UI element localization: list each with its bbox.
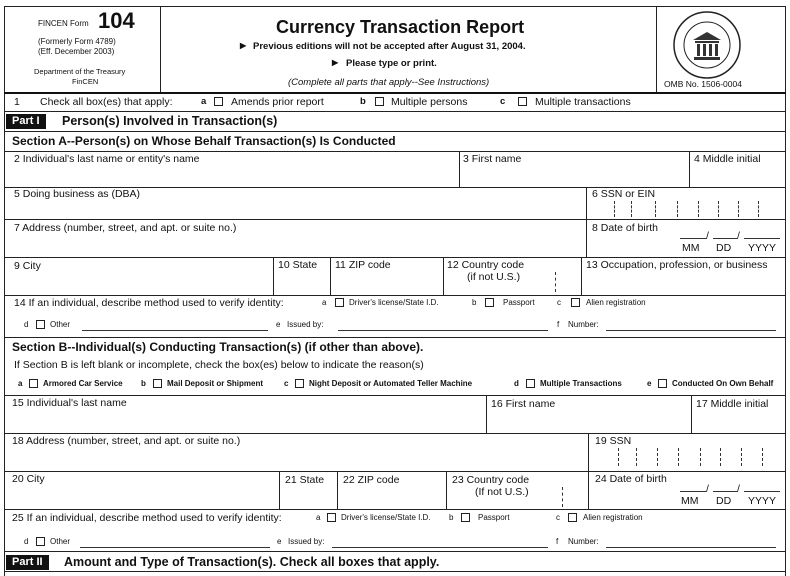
id-passport-label: Passport: [478, 513, 510, 522]
omb-number: OMB No. 1506-0004: [664, 79, 742, 89]
field-13-label: 13 Occupation, profession, or business: [586, 259, 768, 271]
id-letter: d: [24, 320, 29, 329]
field-8-label: 8 Date of birth: [592, 222, 658, 234]
id-letter: d: [24, 537, 29, 546]
id-passport-label: Passport: [503, 298, 535, 307]
field-10-label: 10 State: [278, 259, 318, 271]
field-22-label: 22 ZIP code: [343, 474, 400, 486]
id-alien-checkbox[interactable]: [568, 513, 577, 522]
id-drivers-license-checkbox[interactable]: [327, 513, 336, 522]
id-letter: e: [277, 537, 282, 546]
multiple-transactions-label: Multiple transactions: [535, 96, 631, 108]
field-23-note: (If not U.S.): [475, 486, 529, 498]
field-24-label: 24 Date of birth: [595, 473, 667, 485]
id-alien-checkbox[interactable]: [571, 298, 580, 307]
reason-night-deposit-checkbox[interactable]: [295, 379, 304, 388]
reason-multiple-label: Multiple Transactions: [540, 379, 622, 388]
option-letter: c: [500, 96, 506, 107]
id-letter: f: [556, 537, 559, 546]
arrow-icon: ▶: [240, 41, 247, 50]
dob-separator: /: [737, 230, 740, 242]
notice-print: Please type or print.: [346, 58, 437, 69]
id-letter: c: [557, 298, 561, 307]
field-20-label: 20 City: [12, 473, 45, 485]
field-12-label: 12 Country code: [447, 259, 525, 271]
formerly-note: (Formerly Form 4789): [38, 37, 116, 46]
id-passport-checkbox[interactable]: [461, 513, 470, 522]
field-6-label: 6 SSN or EIN: [592, 188, 656, 200]
reason-letter: e: [647, 379, 652, 388]
id-drivers-license-checkbox[interactable]: [335, 298, 344, 307]
id-drivers-license-label: Driver's license/State I.D.: [349, 298, 439, 307]
part-2-title: Amount and Type of Transaction(s). Check all boxes that apply.: [64, 555, 440, 569]
field-5-label: 5 Doing business as (DBA): [14, 188, 141, 200]
id-drivers-license-label: Driver's license/State I.D.: [341, 513, 431, 522]
field-25-label: 25 If an individual, describe method used to verify identity:: [12, 512, 282, 524]
field-16-label: 16 First name: [491, 398, 556, 410]
form-title: Currency Transaction Report: [276, 17, 525, 37]
line-1-num: 1: [14, 96, 20, 108]
dob-separator: /: [706, 230, 709, 242]
field-21-label: 21 State: [285, 474, 325, 486]
field-3-label: 3 First name: [463, 153, 522, 165]
id-other-checkbox[interactable]: [36, 320, 45, 329]
multiple-transactions-checkbox[interactable]: [518, 97, 527, 106]
multiple-persons-label: Multiple persons: [391, 96, 468, 108]
line-1-label: Check all box(es) that apply:: [40, 96, 173, 108]
section-a-title: Section A--Person(s) on Whose Behalf Transaction(s) Is Conducted: [12, 134, 396, 148]
field-19-label: 19 SSN: [595, 435, 632, 447]
issued-by-label: Issued by:: [288, 537, 325, 546]
field-14-label: 14 If an individual, describe method used to verify identity:: [14, 297, 284, 309]
form-number: 104: [98, 8, 135, 33]
option-letter: a: [201, 96, 207, 107]
reason-own-behalf-label: Conducted On Own Behalf: [672, 379, 774, 388]
id-alien-label: Alien registration: [583, 513, 643, 522]
reason-mail-checkbox[interactable]: [153, 379, 162, 388]
reason-multiple-checkbox[interactable]: [526, 379, 535, 388]
section-b-note: If Section B is left blank or incomplete, check the box(es) below to indicate the reason(s): [14, 359, 424, 371]
part-1-tab: Part I: [6, 114, 46, 129]
fincen-seal-icon: [672, 10, 742, 80]
option-letter: b: [360, 96, 366, 107]
field-11-label: 11 ZIP code: [335, 259, 391, 271]
field-15-label: 15 Individual's last name: [12, 397, 127, 409]
dob-mm: MM: [682, 242, 700, 254]
dob-dd: DD: [716, 242, 732, 254]
field-4-label: 4 Middle initial: [694, 153, 761, 165]
part-2-tab: Part II: [6, 555, 49, 570]
field-9-label: 9 City: [14, 260, 41, 272]
id-letter: b: [449, 513, 454, 522]
id-letter: a: [316, 513, 321, 522]
id-alien-label: Alien registration: [586, 298, 646, 307]
field-18-label: 18 Address (number, street, and apt. or suite no.): [12, 435, 241, 447]
amends-label: Amends prior report: [231, 96, 324, 108]
reason-night-deposit-label: Night Deposit or Automated Teller Machine: [309, 379, 473, 388]
id-letter: f: [557, 320, 560, 329]
field-7-label: 7 Address (number, street, and apt. or suite no.): [14, 222, 237, 234]
form-label: FINCEN Form: [38, 19, 89, 28]
instructions-note: (Complete all parts that apply--See Instructions): [288, 77, 490, 88]
number-label: Number:: [568, 537, 599, 546]
id-letter: e: [276, 320, 281, 329]
reason-letter: a: [18, 379, 23, 388]
field-12-note: (if not U.S.): [467, 271, 521, 283]
id-letter: a: [322, 298, 327, 307]
agency-label: FinCEN: [72, 77, 99, 86]
id-letter: b: [472, 298, 477, 307]
dob-mm: MM: [681, 495, 699, 507]
effective-note: (Eff. December 2003): [38, 47, 115, 56]
reason-letter: d: [514, 379, 519, 388]
reason-mail-label: Mail Deposit or Shipment: [167, 379, 264, 388]
id-letter: c: [556, 513, 560, 522]
dob-yyyy: YYYY: [748, 242, 777, 254]
multiple-persons-checkbox[interactable]: [375, 97, 384, 106]
reason-armored-car-checkbox[interactable]: [29, 379, 38, 388]
reason-armored-car-label: Armored Car Service: [43, 379, 123, 388]
id-other-checkbox[interactable]: [36, 537, 45, 546]
reason-letter: c: [284, 379, 289, 388]
amends-checkbox[interactable]: [214, 97, 223, 106]
issued-by-label: Issued by:: [287, 320, 324, 329]
id-other-label: Other: [50, 537, 71, 546]
field-23-label: 23 Country code: [452, 474, 530, 486]
id-passport-checkbox[interactable]: [485, 298, 494, 307]
arrow-icon: ▶: [332, 58, 339, 67]
field-17-label: 17 Middle initial: [696, 398, 769, 410]
section-b-title: Section B--Individual(s) Conducting Transaction(s) (if other than above).: [12, 340, 424, 354]
part-1-title: Person(s) Involved in Transaction(s): [62, 114, 278, 128]
notice-editions: Previous editions will not be accepted after August 31, 2004.: [253, 41, 526, 52]
dob-dd: DD: [716, 495, 732, 507]
field-2-label: 2 Individual's last name or entity's name: [14, 153, 200, 165]
dept-label: Department of the Treasury: [34, 67, 126, 76]
dob-yyyy: YYYY: [748, 495, 777, 507]
number-label: Number:: [568, 320, 599, 329]
reason-letter: b: [141, 379, 146, 388]
id-other-label: Other: [50, 320, 71, 329]
dob-separator: /: [737, 483, 740, 495]
dob-separator: /: [706, 483, 709, 495]
reason-own-behalf-checkbox[interactable]: [658, 379, 667, 388]
